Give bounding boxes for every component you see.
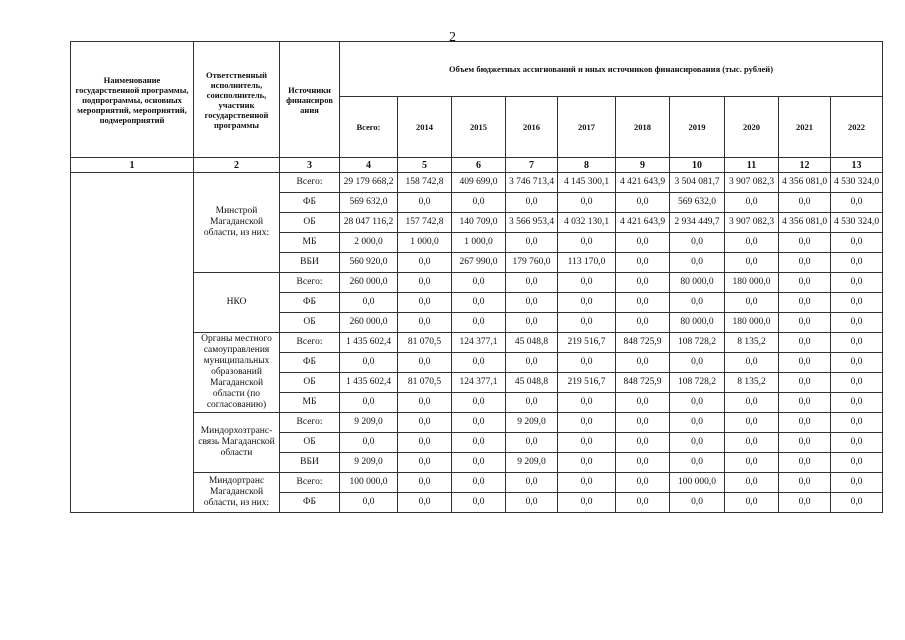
value-cell: 0,0 [616,353,670,373]
value-cell: 4 421 643,9 [616,213,670,233]
value-cell: 0,0 [558,353,616,373]
value-cell: 0,0 [725,453,779,473]
value-cell: 0,0 [506,353,558,373]
value-cell: 140 709,0 [452,213,506,233]
value-cell: 0,0 [831,333,883,353]
value-cell: 4 421 643,9 [616,173,670,193]
value-cell: 0,0 [670,493,725,513]
value-cell: 3 907 082,3 [725,213,779,233]
value-cell: 0,0 [725,293,779,313]
column-number: 2 [194,158,280,173]
value-cell: 0,0 [506,393,558,413]
value-cell: 0,0 [452,393,506,413]
executor-cell: НКО [194,273,280,333]
value-cell: 0,0 [779,393,831,413]
value-cell: 9 209,0 [506,453,558,473]
value-cell: 0,0 [558,193,616,213]
value-cell: 0,0 [558,413,616,433]
header-volume: Объем бюджетных ассигнований и иных источников финансирования (тыс. рублей) [340,42,883,97]
value-cell: 0,0 [779,493,831,513]
value-cell: 0,0 [670,353,725,373]
value-cell: 0,0 [831,353,883,373]
value-cell: 0,0 [452,473,506,493]
header-year-2020: 2020 [725,97,779,158]
column-number: 7 [506,158,558,173]
value-cell: 8 135,2 [725,333,779,353]
value-cell: 124 377,1 [452,333,506,353]
column-number: 4 [340,158,398,173]
value-cell: 0,0 [725,433,779,453]
page-number: 2 [449,30,456,45]
funding-source-cell: ФБ [280,353,340,373]
value-cell: 0,0 [398,473,452,493]
value-cell: 0,0 [779,473,831,493]
value-cell: 0,0 [506,293,558,313]
value-cell: 1 000,0 [398,233,452,253]
value-cell: 0,0 [616,393,670,413]
value-cell: 0,0 [831,313,883,333]
value-cell: 0,0 [398,253,452,273]
header-program-name: Наименование государственной программы, подпрограммы, основных мероприятий, мероприятий, подмероприятий [71,42,194,158]
value-cell: 81 070,5 [398,373,452,393]
value-cell: 0,0 [831,453,883,473]
value-cell: 0,0 [398,433,452,453]
value-cell: 0,0 [398,493,452,513]
value-cell: 0,0 [779,413,831,433]
value-cell: 219 516,7 [558,373,616,393]
executor-cell: Миндортранс Магаданской области, из них: [194,473,280,513]
value-cell: 0,0 [558,393,616,413]
value-cell: 9 209,0 [340,453,398,473]
value-cell: 180 000,0 [725,273,779,293]
value-cell: 1 435 602,4 [340,333,398,353]
value-cell: 0,0 [831,293,883,313]
header-year-2022: 2022 [831,97,883,158]
executor-cell: Органы местного самоуправления муниципальных образований Магаданской области (по согласованию) [194,333,280,413]
value-cell: 0,0 [831,433,883,453]
funding-source-cell: Всего: [280,333,340,353]
value-cell: 0,0 [831,413,883,433]
value-cell: 29 179 668,2 [340,173,398,193]
value-cell: 4 032 130,1 [558,213,616,233]
value-cell: 0,0 [398,293,452,313]
value-cell: 0,0 [616,293,670,313]
executor-cell: Минстрой Магаданской области, из них: [194,173,280,273]
budget-table-sheet [70,41,882,513]
value-cell: 0,0 [831,273,883,293]
value-cell: 157 742,8 [398,213,452,233]
value-cell: 45 048,8 [506,333,558,353]
value-cell: 0,0 [725,253,779,273]
value-cell: 0,0 [340,293,398,313]
value-cell: 158 742,8 [398,173,452,193]
value-cell: 9 209,0 [506,413,558,433]
column-number: 12 [779,158,831,173]
value-cell: 0,0 [616,453,670,473]
value-cell: 0,0 [452,433,506,453]
value-cell: 0,0 [452,293,506,313]
value-cell: 0,0 [779,273,831,293]
value-cell: 260 000,0 [340,313,398,333]
value-cell: 2 934 449,7 [670,213,725,233]
value-cell: 4 356 081,0 [779,173,831,193]
value-cell: 0,0 [725,353,779,373]
value-cell: 0,0 [831,193,883,213]
value-cell: 0,0 [779,293,831,313]
header-year-2017: 2017 [558,97,616,158]
value-cell: 0,0 [725,413,779,433]
header-year-2015: 2015 [452,97,506,158]
value-cell: 0,0 [452,273,506,293]
value-cell: 0,0 [398,353,452,373]
value-cell: 9 209,0 [340,413,398,433]
value-cell: 3 566 953,4 [506,213,558,233]
column-number: 6 [452,158,506,173]
header-total: Всего: [340,97,398,158]
value-cell: 0,0 [398,393,452,413]
value-cell: 0,0 [616,233,670,253]
value-cell: 0,0 [831,473,883,493]
value-cell: 0,0 [779,453,831,473]
value-cell: 848 725,9 [616,373,670,393]
value-cell: 260 000,0 [340,273,398,293]
value-cell: 0,0 [506,313,558,333]
budget-table [70,41,883,513]
value-cell: 81 070,5 [398,333,452,353]
value-cell: 0,0 [558,313,616,333]
column-number: 1 [71,158,194,173]
header-year-2021: 2021 [779,97,831,158]
value-cell: 267 990,0 [452,253,506,273]
value-cell: 0,0 [558,273,616,293]
value-cell: 1 000,0 [452,233,506,253]
value-cell: 4 530 324,0 [831,173,883,193]
funding-source-cell: МБ [280,233,340,253]
value-cell: 560 920,0 [340,253,398,273]
value-cell: 0,0 [779,233,831,253]
value-cell: 0,0 [831,393,883,413]
value-cell: 0,0 [452,353,506,373]
value-cell: 3 746 713,4 [506,173,558,193]
funding-source-cell: Всего: [280,273,340,293]
value-cell: 0,0 [779,333,831,353]
value-cell: 0,0 [725,393,779,413]
value-cell: 0,0 [558,473,616,493]
header-year-2014: 2014 [398,97,452,158]
budget-table-body [71,173,883,513]
value-cell: 0,0 [452,193,506,213]
value-cell: 179 760,0 [506,253,558,273]
value-cell: 0,0 [779,313,831,333]
value-cell: 0,0 [779,373,831,393]
value-cell: 1 435 602,4 [340,373,398,393]
value-cell: 0,0 [616,433,670,453]
value-cell: 0,0 [340,493,398,513]
column-number: 8 [558,158,616,173]
value-cell: 0,0 [670,253,725,273]
value-cell: 0,0 [506,493,558,513]
value-cell: 0,0 [616,193,670,213]
funding-source-cell: ФБ [280,193,340,213]
value-cell: 219 516,7 [558,333,616,353]
value-cell: 0,0 [670,393,725,413]
value-cell: 108 728,2 [670,333,725,353]
value-cell: 180 000,0 [725,313,779,333]
header-year-2018: 2018 [616,97,670,158]
value-cell: 113 170,0 [558,253,616,273]
value-cell: 0,0 [616,253,670,273]
value-cell: 0,0 [670,413,725,433]
value-cell: 2 000,0 [340,233,398,253]
value-cell: 3 504 081,7 [670,173,725,193]
funding-source-cell: ОБ [280,313,340,333]
header-funding-source: Источники финансиров ания [280,42,340,158]
value-cell: 0,0 [506,233,558,253]
header-year-2016: 2016 [506,97,558,158]
column-number: 9 [616,158,670,173]
funding-source-cell: Всего: [280,413,340,433]
funding-source-cell: ФБ [280,493,340,513]
funding-source-cell: МБ [280,393,340,413]
value-cell: 3 907 082,3 [725,173,779,193]
value-cell: 0,0 [558,493,616,513]
value-cell: 0,0 [506,473,558,493]
value-cell: 0,0 [398,453,452,473]
value-cell: 0,0 [398,313,452,333]
value-cell: 0,0 [398,193,452,213]
value-cell: 0,0 [725,473,779,493]
value-cell: 0,0 [340,433,398,453]
table-row [71,173,883,193]
value-cell: 0,0 [616,313,670,333]
funding-source-cell: ОБ [280,213,340,233]
value-cell: 0,0 [506,273,558,293]
value-cell: 0,0 [398,273,452,293]
value-cell: 0,0 [670,453,725,473]
column-number: 3 [280,158,340,173]
value-cell: 0,0 [616,413,670,433]
value-cell: 0,0 [506,193,558,213]
value-cell: 409 699,0 [452,173,506,193]
header-executor: Ответственный исполнитель, соисполнитель, участник государственной программы [194,42,280,158]
value-cell: 0,0 [616,493,670,513]
value-cell: 100 000,0 [340,473,398,493]
value-cell: 0,0 [452,313,506,333]
value-cell: 0,0 [725,233,779,253]
value-cell: 0,0 [670,433,725,453]
value-cell: 0,0 [340,353,398,373]
value-cell: 0,0 [558,433,616,453]
value-cell: 0,0 [670,233,725,253]
value-cell: 0,0 [725,193,779,213]
executor-cell: Миндорхозтранс- связь Магаданской области [194,413,280,473]
value-cell: 28 047 116,2 [340,213,398,233]
value-cell: 0,0 [831,253,883,273]
value-cell: 0,0 [779,353,831,373]
funding-source-cell: Всего: [280,173,340,193]
value-cell: 0,0 [779,433,831,453]
value-cell: 0,0 [616,273,670,293]
value-cell: 0,0 [340,393,398,413]
value-cell: 4 356 081,0 [779,213,831,233]
value-cell: 0,0 [725,493,779,513]
value-cell: 124 377,1 [452,373,506,393]
value-cell: 0,0 [558,233,616,253]
value-cell: 0,0 [452,493,506,513]
value-cell: 0,0 [452,453,506,473]
value-cell: 0,0 [398,413,452,433]
value-cell: 80 000,0 [670,313,725,333]
column-number: 11 [725,158,779,173]
funding-source-cell: ОБ [280,373,340,393]
value-cell: 0,0 [779,253,831,273]
value-cell: 0,0 [831,373,883,393]
value-cell: 108 728,2 [670,373,725,393]
value-cell: 0,0 [831,493,883,513]
value-cell: 100 000,0 [670,473,725,493]
column-number: 13 [831,158,883,173]
program-name-cell [71,173,194,513]
funding-source-cell: ОБ [280,433,340,453]
value-cell: 4 145 300,1 [558,173,616,193]
column-number: 5 [398,158,452,173]
value-cell: 569 632,0 [670,193,725,213]
value-cell: 0,0 [831,233,883,253]
value-cell: 0,0 [616,473,670,493]
funding-source-cell: ВБИ [280,253,340,273]
header-year-2019: 2019 [670,97,725,158]
funding-source-cell: ВБИ [280,453,340,473]
value-cell: 0,0 [670,293,725,313]
value-cell: 0,0 [558,453,616,473]
value-cell: 4 530 324,0 [831,213,883,233]
value-cell: 569 632,0 [340,193,398,213]
value-cell: 0,0 [506,433,558,453]
value-cell: 80 000,0 [670,273,725,293]
value-cell: 45 048,8 [506,373,558,393]
value-cell: 8 135,2 [725,373,779,393]
value-cell: 0,0 [779,193,831,213]
funding-source-cell: ФБ [280,293,340,313]
value-cell: 0,0 [558,293,616,313]
value-cell: 0,0 [452,413,506,433]
value-cell: 848 725,9 [616,333,670,353]
funding-source-cell: Всего: [280,473,340,493]
column-number: 10 [670,158,725,173]
